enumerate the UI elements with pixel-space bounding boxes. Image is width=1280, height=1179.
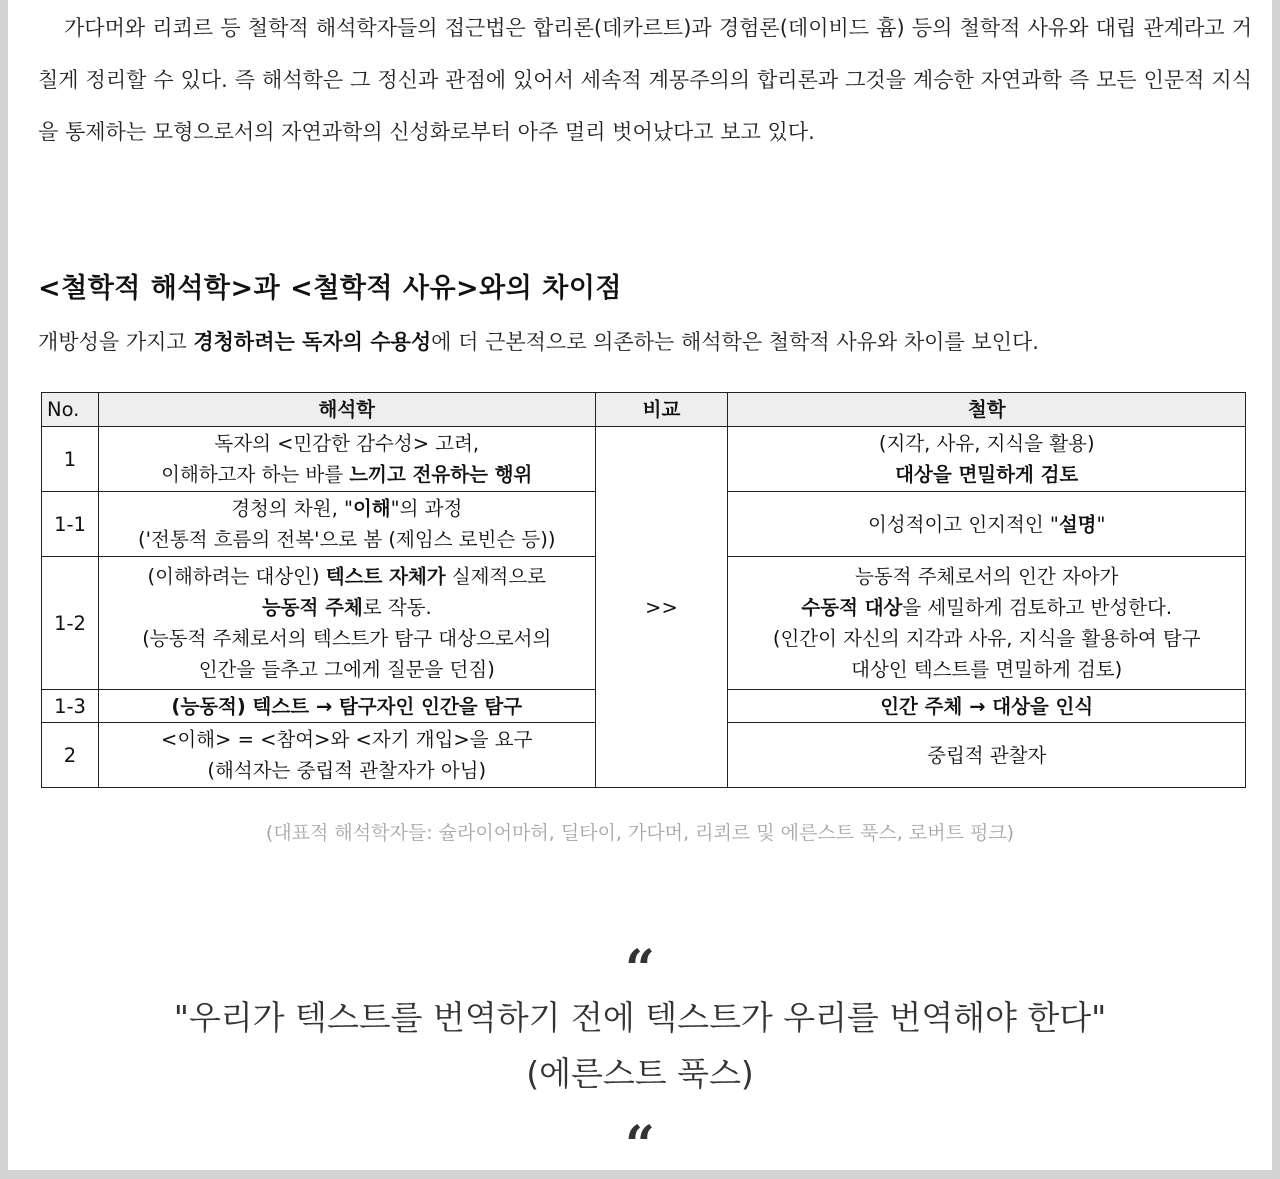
philosophy-cell <box>728 557 1246 690</box>
hermeneutics-cell <box>98 427 595 492</box>
cell-line: " <box>1096 512 1106 536</box>
section-heading: <철학적 해석학>과 <철학적 사유>와의 차이점 <box>38 273 622 304</box>
compare-cell: >> <box>595 427 728 788</box>
comparison-table <box>41 392 1246 788</box>
quote-author: (에른스트 푹스) <box>526 1054 754 1093</box>
cell-line: (능동적 주체로서의 텍스트가 탐구 대상으로서의 <box>142 627 552 650</box>
cell-emphasis: 이해 <box>352 497 391 520</box>
cell-line: (인간이 자신의 지각과 사유, 지식을 활용하여 탐구 <box>772 627 1201 650</box>
intro-text-before: 개방성을 가지고 <box>38 330 194 354</box>
intro-emphasis: 경청하려는 독자의 수용성 <box>193 330 432 354</box>
cell-line: 이해하고자 하는 바를 <box>161 463 350 486</box>
blockquote <box>8 990 1272 1102</box>
quote-mark-icon: “ <box>625 1115 655 1170</box>
intro-sentence <box>38 326 1039 356</box>
row-number: 1-1 <box>42 492 99 557</box>
header-hermeneutics: 해석학 <box>98 393 595 427</box>
header-philosophy: 철학 <box>728 393 1246 427</box>
cell-emphasis: 텍스트 자체가 <box>325 565 446 588</box>
table-row <box>42 427 1246 492</box>
philosophy-cell <box>728 492 1246 557</box>
cell-line: 이성적이고 인지적인 " <box>867 512 1059 536</box>
hermeneutics-cell <box>98 690 595 723</box>
cell-emphasis: 능동적 주체 <box>261 596 363 619</box>
row-number: 1-3 <box>42 690 99 723</box>
cell-line: 실제적으로 <box>445 565 547 588</box>
hermeneutics-cell <box>98 557 595 690</box>
cell-line: (해석자는 중립적 관찰자가 아님) <box>207 759 487 782</box>
cell-emphasis: 설명 <box>1058 512 1097 536</box>
cell-emphasis: 느끼고 전유하는 행위 <box>349 463 533 486</box>
cell-emphasis: 대상을 면밀하게 검토 <box>895 463 1079 486</box>
cell-line: <이해> = <참여>와 <자기 개입>을 요구 <box>161 728 533 751</box>
cell-line: 로 작동. <box>362 596 432 619</box>
row-number: 1-2 <box>42 557 99 690</box>
cell-line: (지각, 사유, 지식을 활용) <box>878 432 1095 455</box>
philosophy-cell: 중립적 관찰자 <box>728 723 1246 788</box>
cell-emphasis: (능동적) 텍스트 → 탐구자인 인간을 탐구 <box>171 694 523 718</box>
philosophy-cell <box>728 690 1246 723</box>
cell-line: 을 세밀하게 검토하고 반성한다. <box>902 596 1173 619</box>
body-paragraph: 가다머와 리쾨르 등 철학적 해석학자들의 접근법은 합리론(데카르트)과 경험론(데이비드 흄) 등의 철학적 사유와 대립 관계라고 거칠게 정리할 수 있다. 즉 해석학은 그 정신과 관점에 있어서 세속적 계몽주의의 합리론과 그것을 계승한 자연과학 즉 모든 인문적 지식을 통제하는 모형으로서의 자연과학의 신성화로부터 아주 멀리 벗어났다고 보고 있다. <box>38 16 1252 144</box>
cell-line: "의 과정 <box>390 497 463 520</box>
cell-emphasis: 수동적 대상 <box>801 596 903 619</box>
row-number: 2 <box>42 723 99 788</box>
philosophy-cell <box>728 427 1246 492</box>
cell-line: 인간을 들추고 그에게 질문을 던짐) <box>198 658 495 681</box>
header-compare: 비교 <box>595 393 728 427</box>
quote-text: "우리가 텍스트를 번역하기 전에 텍스트가 우리를 번역해야 한다" <box>173 998 1107 1037</box>
cell-line: ('전통적 흐름의 전복'으로 봄 (제임스 로빈슨 등)) <box>138 528 556 551</box>
cell-emphasis: 인간 주체 → 대상을 인식 <box>880 694 1094 718</box>
hermeneutics-cell <box>98 723 595 788</box>
cell-line: 능동적 주체로서의 인간 자아가 <box>854 565 1119 588</box>
cell-line: 독자의 <민감한 감수성> 고려, <box>214 432 480 455</box>
intro-text-after: 에 더 근본적으로 의존하는 해석학은 철학적 사유와 차이를 보인다. <box>431 330 1039 354</box>
document-page <box>8 0 1272 1170</box>
hermeneutics-cell <box>98 492 595 557</box>
cell-line: 경청의 차원, " <box>231 497 353 520</box>
table-caption: (대표적 해석학자들: 슐라이어마허, 딜타이, 가다머, 리쾨르 및 에른스트 푹스, 로버트 펑크) <box>265 822 1015 844</box>
row-number: 1 <box>42 427 99 492</box>
quote-mark-icon: “ <box>625 939 655 1000</box>
table-header-row <box>42 393 1246 427</box>
header-no: No. <box>42 393 99 427</box>
cell-line: 대상인 텍스트를 면밀하게 검토) <box>851 658 1123 681</box>
cell-line: (이해하려는 대상인) <box>147 565 326 588</box>
